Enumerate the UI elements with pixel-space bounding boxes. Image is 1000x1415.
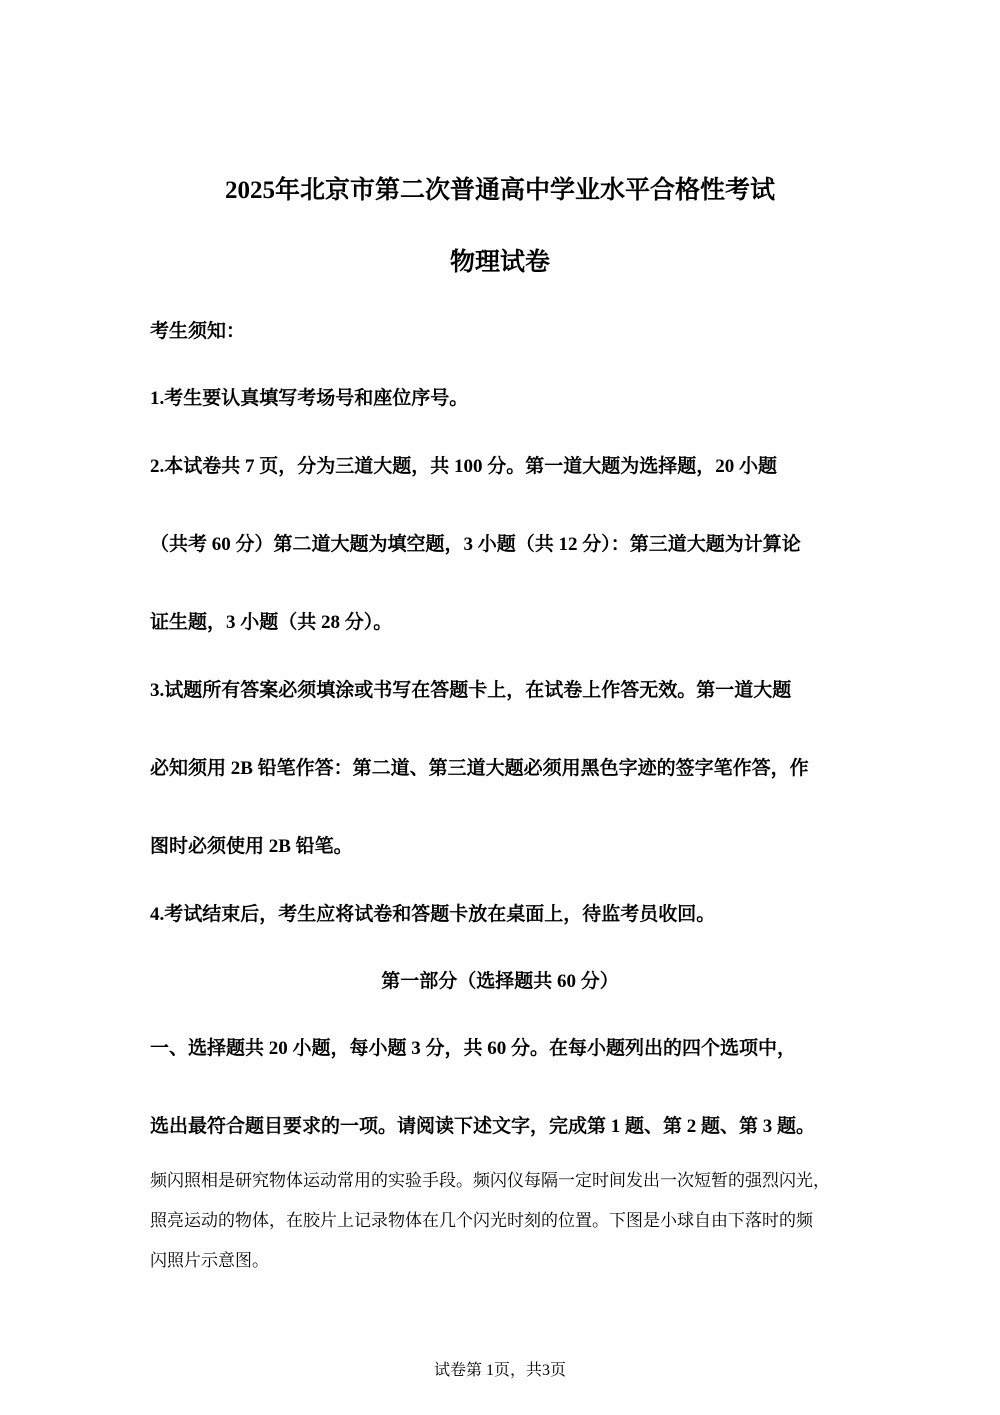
notice-line: 必知须用 2B 铅笔作答：第二道、第三道大题必须用黑色字迹的签字笔作答，作 — [150, 758, 809, 779]
notice-line: 1.考生要认真填写考场号和座位序号。 — [150, 388, 469, 409]
passage-line: 频闪照相是研究物体运动常用的实验手段。频闪仪每隔一定时间发出一次短暂的强烈闪光， — [150, 1171, 830, 1191]
section-instruction-line: 选出最符合题目要求的一项。请阅读下述文字，完成第 1 题、第 2 题、第 3 题。 — [150, 1116, 816, 1137]
notice-heading: 考生须知： — [150, 321, 246, 342]
notice-line: 4.考试结束后，考生应将试卷和答题卡放在桌面上，待监考员收回。 — [150, 904, 716, 925]
notice-line: 3.试题所有答案必须填涂或书写在答题卡上，在试卷上作答无效。第一道大题 — [150, 680, 792, 701]
notice-line: 2.本试卷共 7 页，分为三道大题，共 100 分。第一道大题为选择题，20 小题 — [150, 456, 778, 477]
page-footer: 试卷第 1页，共3页 — [433, 1362, 566, 1379]
exam-title: 2025年北京市第二次普通高中学业水平合格性考试 — [224, 177, 775, 204]
passage-line: 闪照片示意图。 — [150, 1251, 269, 1271]
exam-subtitle: 物理试卷 — [449, 249, 550, 276]
part-heading: 第一部分（选择题共 60 分） — [381, 971, 619, 992]
notice-line: （共考 60 分）第二道大题为填空题，3 小题（共 12 分）：第三道大题为计算论 — [150, 534, 801, 555]
section-instruction-line: 一、选择题共 20 小题，每小题 3 分，共 60 分。在每小题列出的四个选项中， — [150, 1038, 797, 1059]
notice-line: 图时必须使用 2B 铅笔。 — [150, 836, 353, 857]
passage-line: 照亮运动的物体，在胶片上记录物体在几个闪光时刻的位置。下图是小球自由下落时的频 — [150, 1211, 813, 1231]
notice-line: 证生题，3 小题（共 28 分）。 — [150, 612, 393, 633]
